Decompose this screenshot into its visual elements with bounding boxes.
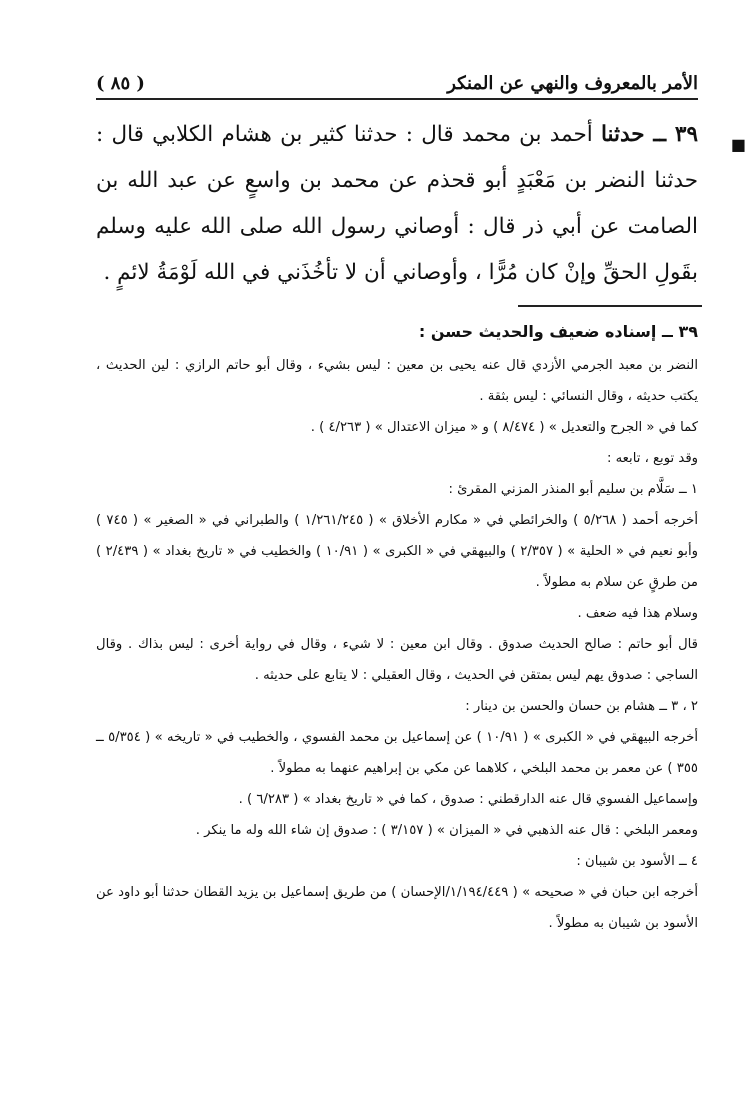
footnote-paragraph: وإسماعيل الفسوي قال عنه الدارقطني : صدوق ، كما في « تاريخ بغداد » ( ٦/٢٨٣ ) .	[238, 792, 698, 807]
footnote-paragraph: ١ ــ سَلَّام بن سليم أبو المنذر المزني المقرئ :	[448, 482, 698, 497]
hadith-body: أحمد بن محمد قال : حدثنا كثير بن هشام الكلابي قال : حدثنا النضر بن مَعْبَدٍ أبو قحذم عن محمد بن واسعٍ عن عبد الله بن الصامت عن أبي ذر قال : أوصاني رسول الله صلى الله عليه وسلم بقَولِ الحقِّ وإنْ كان مُرًّا ، وأوصاني أن لا تأخُذَني في الله لَوْمَةُ لائمٍ .	[96, 122, 698, 285]
footnote-separator	[518, 305, 702, 307]
footnote-paragraph: قال أبو حاتم : صالح الحديث صدوق . وقال ابن معين : لا شيء ، وقال في رواية أخرى : ليس بذاك . وقال الساجي : صدوق يهم ليس بمتقن في الحديث ، وقال العقيلي : لا يتابع على حديثه .	[96, 637, 698, 683]
hadith-text-block	[96, 112, 698, 296]
page-number: ( ٨٥ )	[96, 73, 145, 94]
footnote-paragraph: النضر بن معبد الجرمي الأزدي قال عنه يحيى بن معين : ليس بشيء ، وقال أبو حاتم الرازي : لين الحديث ، يكتب حديثه ، وقال النسائي : ليس بثقة .	[96, 358, 698, 404]
footnotes	[96, 314, 698, 939]
footnote-paragraph: أخرجه ابن حبان في « صحيحه » ( ١/١٩٤/٤٤٩/الإحسان ) من طريق إسماعيل بن يزيد القطان حدثنا أبو داود عن الأسود بن شيبان به مطولاً .	[96, 885, 698, 931]
footnote-paragraph: أخرجه أحمد ( ٥/٢٦٨ ) والخرائطي في « مكارم الأخلاق » ( ١/٢٦١/٢٤٥ ) والطبراني في « الصغير » ( ٧٤٥ ) وأبو نعيم في « الحلية » ( ٢/٣٥٧ ) والبيهقي في « الكبرى » ( ١٠/٩١ ) والخطيب في « تاريخ بغداد » ( ٢/٤٣٩ ) من طرقٍ عن سلام به مطولاً .	[96, 513, 698, 590]
footnote-paragraph: ٢ ، ٣ ــ هشام بن حسان والحسن بن دينار :	[465, 699, 698, 714]
footnote-paragraph: ٤ ــ الأسود بن شيبان :	[576, 854, 698, 869]
footnote-paragraph: كما في « الجرح والتعديل » ( ٨/٤٧٤ ) و « ميزان الاعتدال » ( ٤/٢٦٣ ) .	[310, 420, 698, 435]
hadith-number: ٣٩ ــ حدثنا	[600, 122, 698, 147]
margin-marker: ■	[730, 135, 746, 154]
footnote-paragraph: ومعمر البلخي : قال عنه الذهبي في « الميزان » ( ٣/١٥٧ ) : صدوق إن شاء الله وله ما ينكر .	[195, 823, 698, 838]
running-header	[96, 60, 698, 100]
footnote-paragraph: أخرجه البيهقي في « الكبرى » ( ١٠/٩١ ) عن إسماعيل بن محمد الفسوي ، والخطيب في « تاريخه » ( ٥/٣٥٤ ــ ٣٥٥ ) عن معمر بن محمد البلخي ، كلاهما عن مكي بن إبراهيم عنهما به مطولاً .	[96, 730, 698, 776]
footnote-heading: ٣٩ ــ إسناده ضعيف والحديث حسن :	[418, 322, 698, 341]
book-title: الأمر بالمعروف والنهي عن المنكر	[447, 73, 698, 94]
footnote-paragraph: وقد توبع ، تابعه :	[606, 451, 698, 466]
footnote-paragraph: وسلام هذا فيه ضعف .	[577, 606, 698, 621]
